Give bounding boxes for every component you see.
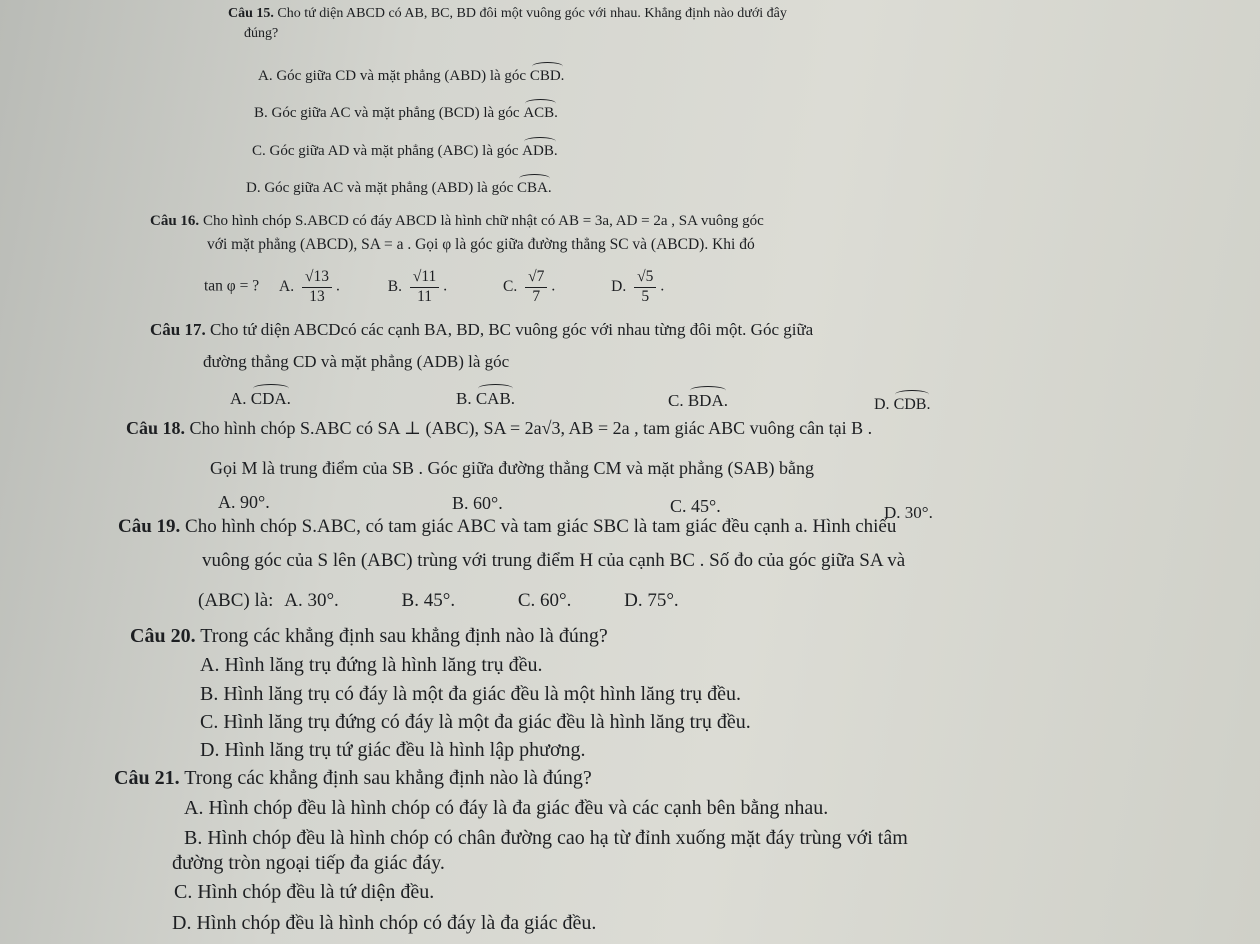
- q16-stem-line1: [150, 212, 764, 230]
- q21-option-b-line1: B. Hình chóp đều là hình chóp có chân đường cao hạ từ đỉnh xuống mặt đáy trùng với tâm: [184, 827, 908, 849]
- q17-option-b: B. CAB.: [456, 386, 515, 409]
- q20-option-a: A. Hình lăng trụ đứng là hình lăng trụ đều.: [200, 654, 543, 676]
- q19-label: Câu 19.: [118, 516, 181, 537]
- q21-option-b-line2: đường tròn ngoại tiếp đa giác đáy.: [172, 852, 445, 874]
- q20-label: Câu 20.: [130, 625, 196, 647]
- q18-option-a: A. 90°.: [218, 492, 270, 512]
- q16-option-b-fraction: $\frac{√11}{11}$: [410, 268, 439, 306]
- q16-options: tan φ = ? A. $\frac{√13}{13}$ . B. $\frac{√11}{11}$ . C. $\frac{√7}{7}$ . D. $\frac{√5}{5}$ .: [204, 268, 665, 305]
- q21-stem: Trong các khẳng định sau khẳng định nào là đúng?: [184, 767, 592, 789]
- q15-option-d: D. Góc giữa AC và mặt phẳng (ABD) là góc CBA.: [246, 176, 552, 197]
- q21-option-a: A. Hình chóp đều là hình chóp có đáy là đa giác đều và các cạnh bên bằng nhau.: [184, 797, 829, 819]
- q16-label: Câu 16.: [150, 213, 200, 229]
- q19-stem3: (ABC) là:: [198, 590, 274, 611]
- q17-option-a: A. CDA.: [230, 386, 291, 409]
- q18-option-b: B. 60°.: [452, 493, 503, 513]
- q21-label: Câu 21.: [114, 767, 180, 789]
- q15-label: Câu 15.: [228, 6, 274, 21]
- q19-option-b: B. 45°.: [401, 590, 456, 611]
- q15-option-b-angle: ACB.: [523, 101, 558, 122]
- q19-stem3-and-options: [198, 590, 679, 613]
- q18-stem-line1: [126, 418, 872, 440]
- q21-stem-line: [114, 766, 592, 790]
- q15-option-a: A. Góc giữa CD và mặt phẳng (ABD) là góc CBD.: [258, 64, 564, 85]
- q15-stem2: đúng?: [244, 26, 279, 41]
- q15-option-c: C. Góc giữa AD và mặt phẳng (ABC) là góc ADB.: [252, 139, 558, 160]
- q17-stem-line1: [150, 320, 813, 340]
- q15-option-b: B. Góc giữa AC và mặt phẳng (BCD) là góc ACB.: [254, 101, 558, 122]
- q17-option-d: D. CDB.: [874, 392, 930, 414]
- q17-option-a-angle: CDA.: [251, 386, 291, 409]
- q19-option-a: A. 30°.: [284, 590, 339, 611]
- q17-option-c-angle: BDA.: [688, 388, 728, 411]
- q21-option-d: D. Hình chóp đều là hình chóp có đáy là đa giác đều.: [172, 912, 597, 934]
- q16-option-d-fraction: $\frac{√5}{5}$: [634, 268, 656, 306]
- q16-option-c-fraction: $\frac{√7}{7}$: [525, 268, 547, 306]
- q15-option-d-angle: CBA.: [517, 176, 552, 197]
- q19-stem2: vuông góc của S lên (ABC) trùng với trung điểm H của cạnh BC . Số đo của góc giữa SA và: [202, 550, 906, 571]
- q20-stem: Trong các khẳng định sau khẳng định nào là đúng?: [200, 625, 608, 647]
- q17-label: Câu 17.: [150, 320, 206, 339]
- q20-option-d: D. Hình lăng trụ tứ giác đều là hình lập phương.: [200, 739, 586, 761]
- q16-ask: tan φ = ?: [204, 277, 260, 295]
- q18-stem1: Cho hình chóp S.ABC có SA ⊥ (ABC), SA = 2a√3, AB = 2a , tam giác ABC vuông cân tại B .: [189, 418, 873, 438]
- q19-option-c: C. 60°.: [517, 590, 572, 611]
- q16-stem1: Cho hình chóp S.ABCD có đáy ABCD là hình chữ nhật có AB = 3a, AD = 2a , SA vuông góc: [202, 213, 764, 229]
- q18-option-d: D. 30°.: [884, 503, 933, 522]
- q17-stem1: Cho tứ diện ABCDcó các cạnh BA, BD, BC vuông góc với nhau từng đôi một. Góc giữa: [209, 320, 814, 339]
- q16-stem2: với mặt phẳng (ABCD), SA = a . Gọi φ là góc giữa đường thẳng SC và (ABCD). Khi đó: [207, 236, 755, 253]
- q16-option-a-fraction: $\frac{√13}{13}$: [302, 268, 332, 306]
- q18-stem2: Gọi M là trung điểm của SB . Góc giữa đường thẳng CM và mặt phẳng (SAB) bằng: [210, 458, 814, 478]
- q20-stem-line: [130, 624, 608, 648]
- q18-label: Câu 18.: [126, 418, 186, 438]
- q19-stem1: Cho hình chóp S.ABC, có tam giác ABC và tam giác SBC là tam giác đều cạnh a. Hình chiếu: [185, 516, 897, 537]
- q20-option-c: C. Hình lăng trụ đứng có đáy là một đa giác đều là hình lăng trụ đều.: [200, 711, 751, 733]
- q15-stem1: Cho tứ diện ABCD có AB, BC, BD đôi một vuông góc với nhau. Khẳng định nào dưới đây: [277, 6, 787, 21]
- q17-option-d-angle: CDB.: [894, 392, 931, 414]
- q20-option-b: B. Hình lăng trụ có đáy là một đa giác đều là một hình lăng trụ đều.: [200, 683, 741, 705]
- q17-option-b-angle: CAB.: [476, 386, 515, 409]
- q21-option-c: C. Hình chóp đều là tứ diện đều.: [174, 881, 435, 903]
- q15-stem-line1: [228, 6, 787, 23]
- q18-option-c: C. 45°.: [670, 496, 721, 516]
- q19-stem-line1: [118, 516, 896, 539]
- q15-option-c-angle: ADB.: [522, 139, 557, 160]
- q15-option-a-angle: CBD.: [530, 64, 565, 85]
- q19-option-d: D. 75°.: [624, 590, 679, 611]
- q17-stem2: đường thẳng CD và mặt phẳng (ADB) là góc: [203, 352, 510, 371]
- q17-option-c: C. BDA.: [668, 388, 728, 411]
